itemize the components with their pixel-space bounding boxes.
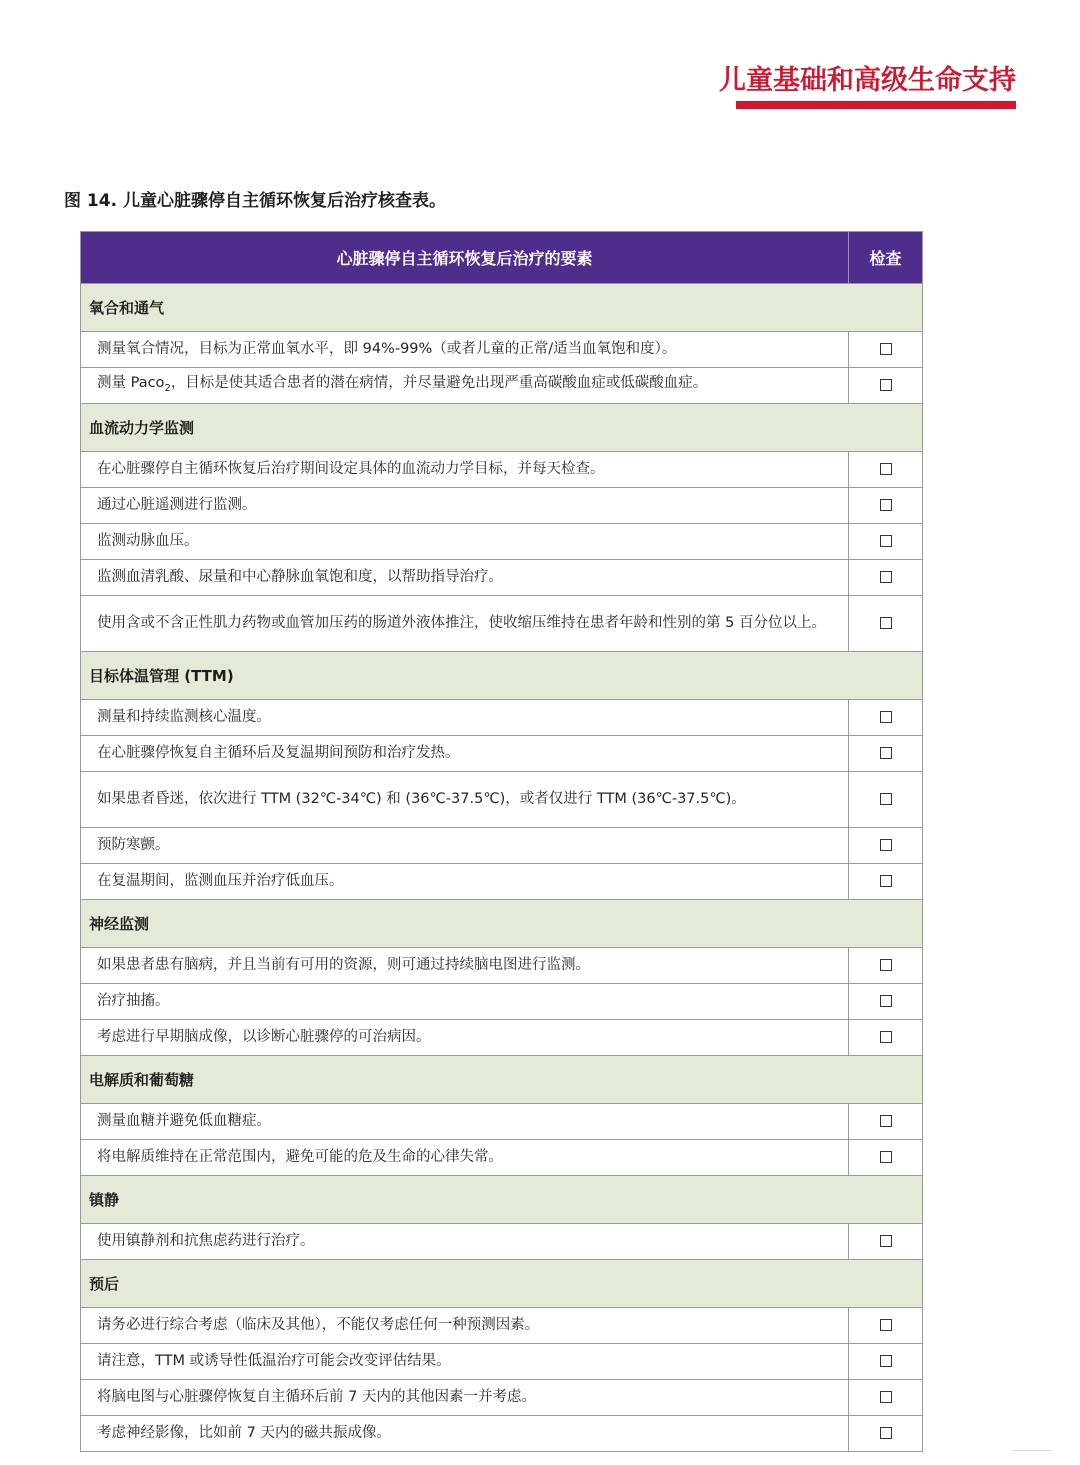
checkbox[interactable]: [880, 711, 892, 723]
checklist-item-text: 监测动脉血压。: [81, 524, 849, 560]
checklist-row: [81, 1344, 923, 1380]
checklist-check-cell: [849, 1104, 923, 1140]
checklist-row: [81, 524, 923, 560]
section-row: [81, 404, 923, 452]
checklist-row: [81, 700, 923, 736]
checkbox[interactable]: [880, 839, 892, 851]
checklist-check-cell: [849, 828, 923, 864]
checklist-item-text: 在心脏骤停自主循环恢复后治疗期间设定具体的血流动力学目标，并每天检查。: [81, 452, 849, 488]
checklist-row: [81, 332, 923, 368]
checkbox[interactable]: [880, 343, 892, 355]
checklist-row: [81, 984, 923, 1020]
checklist-check-cell: [849, 700, 923, 736]
checkbox[interactable]: [880, 995, 892, 1007]
checklist-item-text: 请注意，TTM 或诱导性低温治疗可能会改变评估结果。: [81, 1344, 849, 1380]
checklist-check-cell: [849, 1380, 923, 1416]
post-rosc-checklist-table: [80, 231, 923, 1452]
column-header-check: 检查: [849, 232, 923, 284]
section-title: 氧合和通气: [81, 284, 923, 332]
checklist-item-text: 测量血糖并避免低血糖症。: [81, 1104, 849, 1140]
checkbox[interactable]: [880, 875, 892, 887]
section-row: [81, 1260, 923, 1308]
checklist-item-text: 治疗抽搐。: [81, 984, 849, 1020]
section-title: 神经监测: [81, 900, 923, 948]
checklist-check-cell: [849, 452, 923, 488]
checklist-row: [81, 452, 923, 488]
checkbox[interactable]: [880, 1151, 892, 1163]
figure-caption: 图 14. 儿童心脏骤停自主循环恢复后治疗核查表。: [64, 191, 446, 211]
checkbox[interactable]: [880, 463, 892, 475]
checklist-item-text: 考虑神经影像，比如前 7 天内的磁共振成像。: [81, 1416, 849, 1452]
checklist-row: [81, 772, 923, 828]
table-header-row: [81, 232, 923, 284]
checklist-check-cell: [849, 1020, 923, 1056]
checklist-item-text: 测量 Paco$_2$，目标是使其适合患者的潜在病情，并尽量避免出现严重高碳酸血症或低碳酸血症。: [81, 368, 849, 404]
checklist-check-cell: [849, 948, 923, 984]
checklist-item-text: 将电解质维持在正常范围内，避免可能的危及生命的心律失常。: [81, 1140, 849, 1176]
checklist-item-text: 如果患者患有脑病，并且当前有可用的资源，则可通过持续脑电图进行监测。: [81, 948, 849, 984]
section-row: [81, 284, 923, 332]
checklist-item-text: 测量和持续监测核心温度。: [81, 700, 849, 736]
checkbox[interactable]: [880, 1115, 892, 1127]
checklist-item-text: 使用镇静剂和抗焦虑药进行治疗。: [81, 1224, 849, 1260]
checklist-row: [81, 1020, 923, 1056]
checklist-row: [81, 1416, 923, 1452]
checklist-item-text: 通过心脏遥测进行监测。: [81, 488, 849, 524]
checklist-check-cell: [849, 984, 923, 1020]
checklist-row: [81, 864, 923, 900]
checklist-item-text: 使用含或不含正性肌力药物或血管加压药的肠道外液体推注，使收缩压维持在患者年龄和性别的第 5 百分位以上。: [81, 596, 849, 652]
checklist-item-text: 测量氧合情况，目标为正常血氧水平，即 94%-99%（或者儿童的正常/适当血氧饱和度）。: [81, 332, 849, 368]
checklist-check-cell: [849, 1308, 923, 1344]
section-row: [81, 652, 923, 700]
checkbox[interactable]: [880, 1235, 892, 1247]
section-row: [81, 1056, 923, 1104]
checkbox[interactable]: [880, 1031, 892, 1043]
section-row: [81, 1176, 923, 1224]
checklist-check-cell: [849, 368, 923, 404]
checklist-check-cell: [849, 488, 923, 524]
checklist-check-cell: [849, 1224, 923, 1260]
checklist-row: [81, 828, 923, 864]
checklist-item-text: 监测血清乳酸、尿量和中心静脉血氧饱和度，以帮助指导治疗。: [81, 560, 849, 596]
section-row: [81, 900, 923, 948]
checklist-check-cell: [849, 560, 923, 596]
checklist-check-cell: [849, 524, 923, 560]
checklist-check-cell: [849, 596, 923, 652]
checklist-row: [81, 948, 923, 984]
section-title: 血流动力学监测: [81, 404, 923, 452]
checklist-check-cell: [849, 1416, 923, 1452]
checklist-row: [81, 560, 923, 596]
checklist-item-text: 如果患者昏迷，依次进行 TTM (32℃-34℃) 和 (36℃-37.5℃)，或者仅进行 TTM (36℃-37.5℃)。: [81, 772, 849, 828]
checklist-check-cell: [849, 864, 923, 900]
checklist-item-text: 将脑电图与心脏骤停恢复自主循环后前 7 天内的其他因素一并考虑。: [81, 1380, 849, 1416]
checklist-row: [81, 488, 923, 524]
checkbox[interactable]: [880, 379, 892, 391]
checkbox[interactable]: [880, 571, 892, 583]
checklist-item-text: 在复温期间，监测血压并治疗低血压。: [81, 864, 849, 900]
checklist-check-cell: [849, 332, 923, 368]
checklist-row: [81, 1380, 923, 1416]
checklist-check-cell: [849, 1140, 923, 1176]
corner-mark: [1012, 1450, 1052, 1457]
checklist-row: [81, 736, 923, 772]
checklist-item-text: 考虑进行早期脑成像，以诊断心脏骤停的可治病因。: [81, 1020, 849, 1056]
checklist-row: [81, 1104, 923, 1140]
checklist-item-text: 预防寒颤。: [81, 828, 849, 864]
section-title: 目标体温管理 (TTM): [81, 652, 923, 700]
column-header-item: 心脏骤停自主循环恢复后治疗的要素: [81, 232, 849, 284]
checklist-item-text: 请务必进行综合考虑（临床及其他），不能仅考虑任何一种预测因素。: [81, 1308, 849, 1344]
checklist-row: [81, 1308, 923, 1344]
checkbox[interactable]: [880, 793, 892, 805]
checklist-row: [81, 596, 923, 652]
header-accent-bar: [736, 101, 1016, 109]
checkbox[interactable]: [880, 747, 892, 759]
checklist-check-cell: [849, 736, 923, 772]
page-header-title: 儿童基础和高级生命支持: [719, 65, 1016, 96]
section-title: 镇静: [81, 1176, 923, 1224]
checklist-row: [81, 1224, 923, 1260]
checkbox[interactable]: [880, 499, 892, 511]
checkbox[interactable]: [880, 1355, 892, 1367]
checkbox[interactable]: [880, 1427, 892, 1439]
checklist-check-cell: [849, 1344, 923, 1380]
checkbox[interactable]: [880, 1319, 892, 1331]
checklist-row: [81, 1140, 923, 1176]
checklist-body: [81, 284, 923, 1452]
checkbox[interactable]: [880, 617, 892, 629]
checklist-check-cell: [849, 772, 923, 828]
checkbox[interactable]: [880, 1391, 892, 1403]
checklist-item-text: 在心脏骤停恢复自主循环后及复温期间预防和治疗发热。: [81, 736, 849, 772]
section-title: 电解质和葡萄糖: [81, 1056, 923, 1104]
checklist-row: [81, 368, 923, 404]
section-title: 预后: [81, 1260, 923, 1308]
checkbox[interactable]: [880, 535, 892, 547]
checkbox[interactable]: [880, 959, 892, 971]
